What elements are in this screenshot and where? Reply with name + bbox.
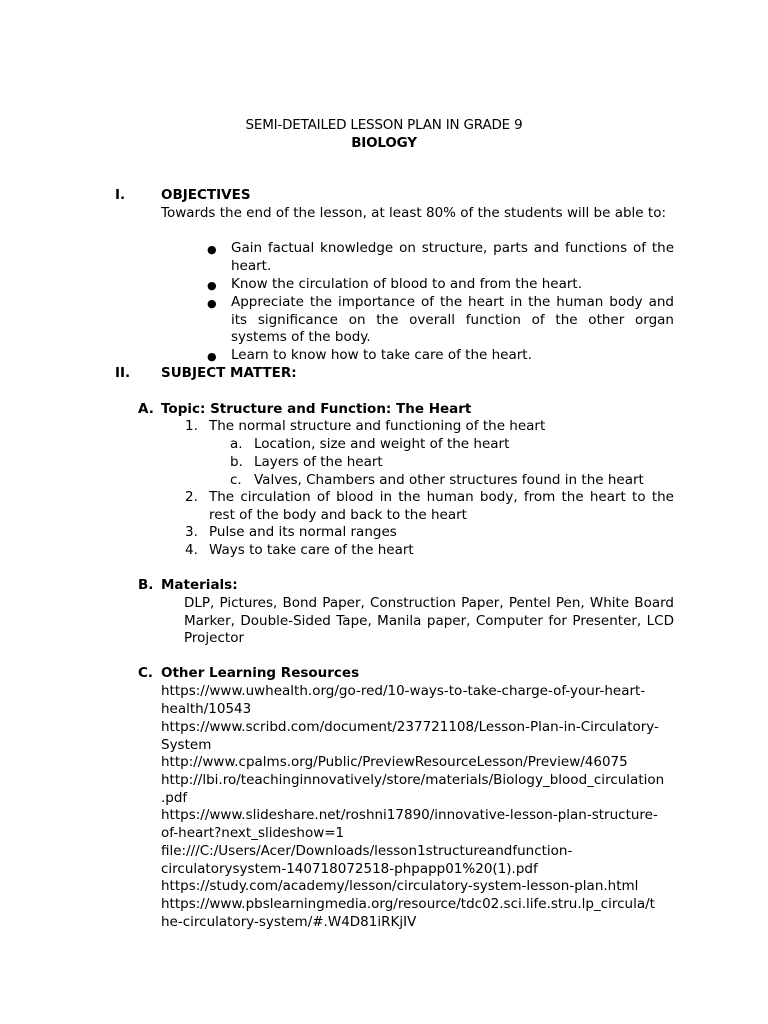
list-number: 1. [185,418,198,434]
list-number: 2. [185,489,198,505]
list-letter: b. [230,454,243,470]
objective-item: Know the circulation of blood to and from the heart. [231,276,582,292]
bullet-icon: ● [207,279,217,292]
section-numeral-objectives: I. [115,187,126,203]
bullet-icon: ● [207,297,217,310]
materials-list: DLP, Pictures, Bond Paper, Construction Paper, Pentel Pen, White Board Marker, Double-Sided Tape, Manila paper, Computer for Presenter, LCD Projector [184,595,674,647]
list-number: 3. [185,524,198,540]
subsection-heading-resources: Other Learning Resources [161,665,360,681]
objective-item: Learn to know how to take care of the heart. [231,347,532,363]
objectives-intro: Towards the end of the lesson, at least 80% of the students will be able to: [161,205,666,221]
topic-item: Ways to take care of the heart [209,542,414,558]
resource-link[interactable]: file:///C:/Users/Acer/Downloads/lesson1structureandfunction- circulatorysystem-140718072518-phpapp01%20(1).pdf [161,843,573,877]
list-letter: c. [230,472,242,488]
subsection-heading-materials: Materials: [161,577,238,593]
resource-link[interactable]: https://www.uwhealth.org/go-red/10-ways-to-take-charge-of-your-heart- health/10543 [161,683,646,717]
subsection-letter-materials: B. [138,577,154,593]
bullet-icon: ● [207,350,217,363]
topic-item: The circulation of blood in the human body, from the heart to the rest of the body and back to the heart [209,489,674,523]
resource-link[interactable]: http://www.cpalms.org/Public/PreviewResourceLesson/Preview/46075 [161,754,628,770]
topic-subitem: Layers of the heart [254,454,383,470]
resource-link[interactable]: http://lbi.ro/teachinginnovatively/store/materials/Biology_blood_circulation .pdf [161,772,665,806]
subsection-heading-topic: Topic: Structure and Function: The Heart [161,401,472,417]
bullet-icon: ● [207,243,217,256]
resource-link[interactable]: https://www.slideshare.net/roshni17890/innovative-lesson-plan-structure- of-heart?next_slideshow=1 [161,807,658,841]
topic-subitem: Location, size and weight of the heart [254,436,510,452]
resource-link[interactable]: https://www.pbslearningmedia.org/resource/tdc02.sci.life.stru.lp_circula/t he-circulatory-system/#.W4D81iRKjIV [161,896,655,930]
objective-item: Appreciate the importance of the heart in the human body and its significance on the overall function of the other organ systems of the body. [231,294,674,346]
list-letter: a. [230,436,243,452]
topic-subitem: Valves, Chambers and other structures found in the heart [254,472,644,488]
subsection-letter-resources: C. [138,665,154,681]
list-number: 4. [185,542,198,558]
subsection-letter-topic: A. [138,401,154,417]
topic-item: The normal structure and functioning of the heart [209,418,546,434]
topic-item: Pulse and its normal ranges [209,524,397,540]
document-subtitle: BIOLOGY [351,135,417,151]
resource-link[interactable]: https://study.com/academy/lesson/circulatory-system-lesson-plan.html [161,878,639,894]
resource-link[interactable]: https://www.scribd.com/document/237721108/Lesson-Plan-in-Circulatory- System [161,719,659,753]
section-numeral-subject-matter: II. [115,365,131,381]
section-heading-objectives: OBJECTIVES [161,187,251,203]
section-heading-subject-matter: SUBJECT MATTER: [161,365,297,381]
document-title: SEMI-DETAILED LESSON PLAN IN GRADE 9 [245,117,523,133]
objective-item: Gain factual knowledge on structure, parts and functions of the heart. [231,240,674,274]
